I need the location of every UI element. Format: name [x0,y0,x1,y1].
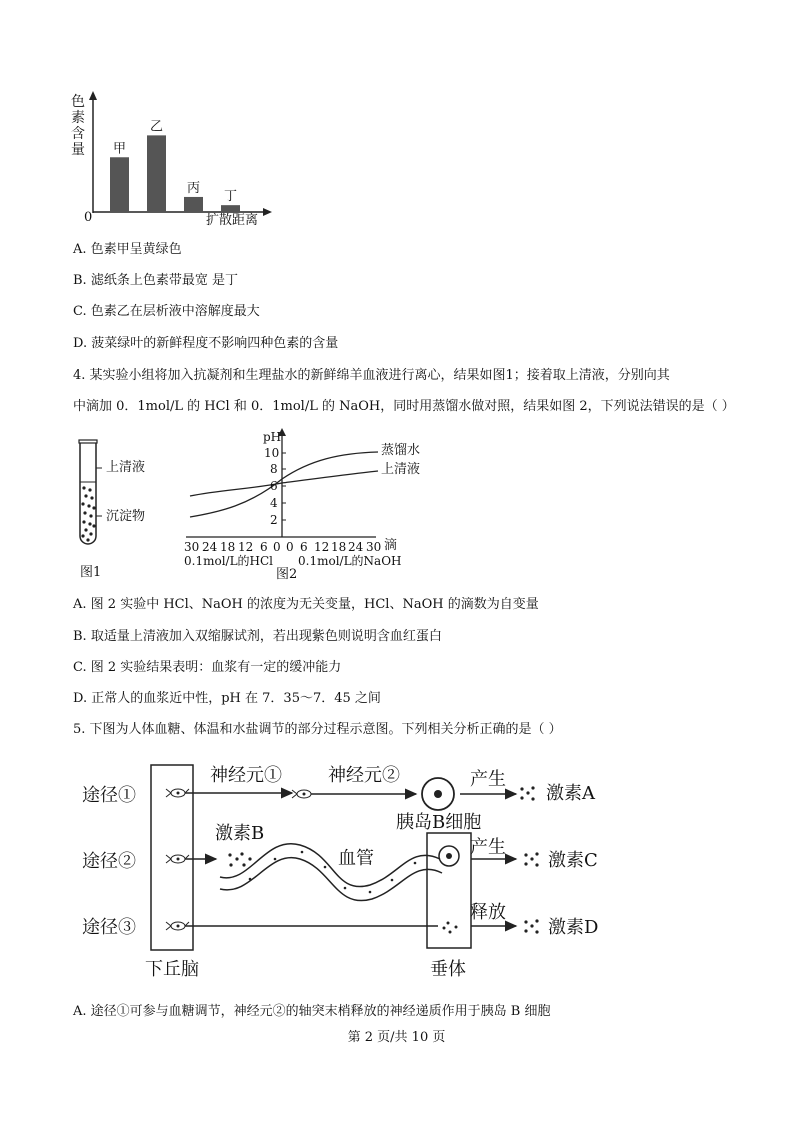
bar-2 [147,135,166,212]
hormone-a-label: 激素A [546,783,595,804]
tube-wall [80,443,96,544]
islet-b-cell-nucleus [434,790,442,798]
ph-tick-10: 10 [264,446,280,460]
x-tick-naoh-12: 12 [314,540,330,554]
x-tick-naoh-30: 30 [366,540,382,554]
supernatant-curve [190,471,378,496]
q5-option-a: A. 途径①可参与血糖调节，神经元②的轴突末梢释放的神经递质作用于胰岛 B 细胞 [73,1004,551,1019]
fig2-ph-chart [180,425,421,585]
x-axis-arrow [263,208,272,216]
sediment-dots [81,486,95,541]
x-tick-hcl-30: 30 [184,540,200,554]
release-label: 释放 [470,902,506,923]
origin-label: 0 [84,210,93,225]
bar-label-1: 甲 [112,141,127,157]
pituitary-release-dots [443,922,458,934]
x-tick-hcl-6: 6 [260,540,268,554]
naoh-label: 0.1mol/L的NaOH [298,554,402,568]
neuron1-label: 神经元① [210,765,282,786]
fig1-caption: 图1 [80,565,102,580]
x-axis-label: 扩散距离 [206,213,259,228]
islet-b-cell-label: 胰岛B细胞 [396,812,482,833]
x-tick-naoh-6: 6 [300,540,308,554]
x-tick-naoh-0: 0 [286,540,294,554]
bar-4 [221,205,240,212]
q4-stem-line2: 中滴加 0．1mol/L 的 HCl 和 0．1mol/L 的 NaOH，同时用蒸馏水做对照，结果如图 2，下列说法错误的是（ ） [73,399,735,414]
distilled-water-curve [190,452,378,517]
hormone-d-label: 激素D [548,917,599,938]
hormone-d-dots [524,919,538,933]
hcl-label: 0.1mol/L的HCl [184,554,274,568]
pituitary-box [427,833,471,948]
bar-label-3: 丙 [186,180,201,196]
ph-tick-2: 2 [270,513,278,527]
path1-label: 途径① [82,785,136,806]
x-tick-hcl-18: 18 [220,540,236,554]
hormone-a-dots [520,786,534,800]
bar-label-4: 丁 [223,189,238,205]
x-unit-label: 滴 [384,538,398,553]
q5-stem: 5. 下图为人体血糖、体温和水盐调节的部分过程示意图。下列相关分析正确的是（ ） [73,722,562,737]
q3-option-a: A. 色素甲呈黄绿色 [73,242,182,257]
q3-option-d: D. 菠菜绿叶的新鲜程度不影响四种色素的含量 [73,336,339,351]
path2-label: 途径② [82,851,136,872]
ph-tick-4: 4 [270,496,278,510]
neuron-cell-middle [292,790,311,798]
ph-tick-8: 8 [270,462,278,476]
produce-a-label: 产生 [470,769,506,790]
hormone-c-dots [524,852,538,866]
hormone-b-label: 激素B [215,823,265,844]
q4-option-d: D. 正常人的血浆近中性，pH 在 7．35～7．45 之间 [73,691,381,706]
y-axis-label: 色 素 含 量 [71,94,85,158]
supernatant-line-label: 上清液 [381,462,421,477]
regulation-diagram [70,755,630,985]
ph-tick-6: 6 [270,479,278,493]
q4-option-c: C. 图 2 实验结果表明：血浆有一定的缓冲能力 [73,660,342,675]
hypothalamus-label: 下丘脑 [145,959,199,980]
x-tick-hcl-12: 12 [238,540,254,554]
q3-option-c: C. 色素乙在层析液中溶解度最大 [73,304,260,319]
x-tick-naoh-24: 24 [348,540,364,554]
page-footer: 第 2 页/共 10 页 [347,1030,446,1045]
fig1-sediment-label: 沉淀物 [106,509,146,524]
produce-c-label: 产生 [470,837,506,858]
blood-vessel-dots [249,851,417,894]
hormone-b-dots [228,852,251,866]
pituitary-label: 垂体 [430,959,466,980]
bar-1 [110,157,129,212]
q3-option-b: B. 滤纸条上色素带最宽 是丁 [73,273,238,288]
blood-vessel-wall-1 [220,844,440,887]
distilled-water-label: 蒸馏水 [381,443,421,458]
x-tick-hcl-0: 0 [273,540,281,554]
q4-option-b: B. 取适量上清液加入双缩脲试剂，若出现紫色则说明含血红蛋白 [73,629,442,644]
x-tick-naoh-18: 18 [331,540,347,554]
pigment-bar-chart [66,88,286,233]
q4-stem-line1: 4. 某实验小组将加入抗凝剂和生理盐水的新鲜绵羊血液进行离心，结果如图1；接着取上清液，分别向其 [73,368,670,383]
pituitary-cell-nucleus [446,853,452,859]
fig2-caption: 图2 [276,567,298,582]
y-axis-arrow [89,91,97,100]
neuron2-label: 神经元② [328,765,400,786]
hormone-c-label: 激素C [548,850,598,871]
path3-label: 途径③ [82,917,136,938]
blood-vessel-label: 血管 [338,848,374,869]
q4-option-a: A. 图 2 实验中 HCl、NaOH 的浓度为无关变量，HCl、NaOH 的滴数为自变量 [73,597,539,612]
fig1-test-tube [70,438,180,583]
bar-3 [184,197,203,212]
fig1-supernatant-label: 上清液 [106,460,146,475]
bar-label-2: 乙 [149,119,164,135]
tube-rim [79,440,97,443]
x-tick-hcl-24: 24 [202,540,218,554]
ph-y-label: pH [263,430,282,444]
